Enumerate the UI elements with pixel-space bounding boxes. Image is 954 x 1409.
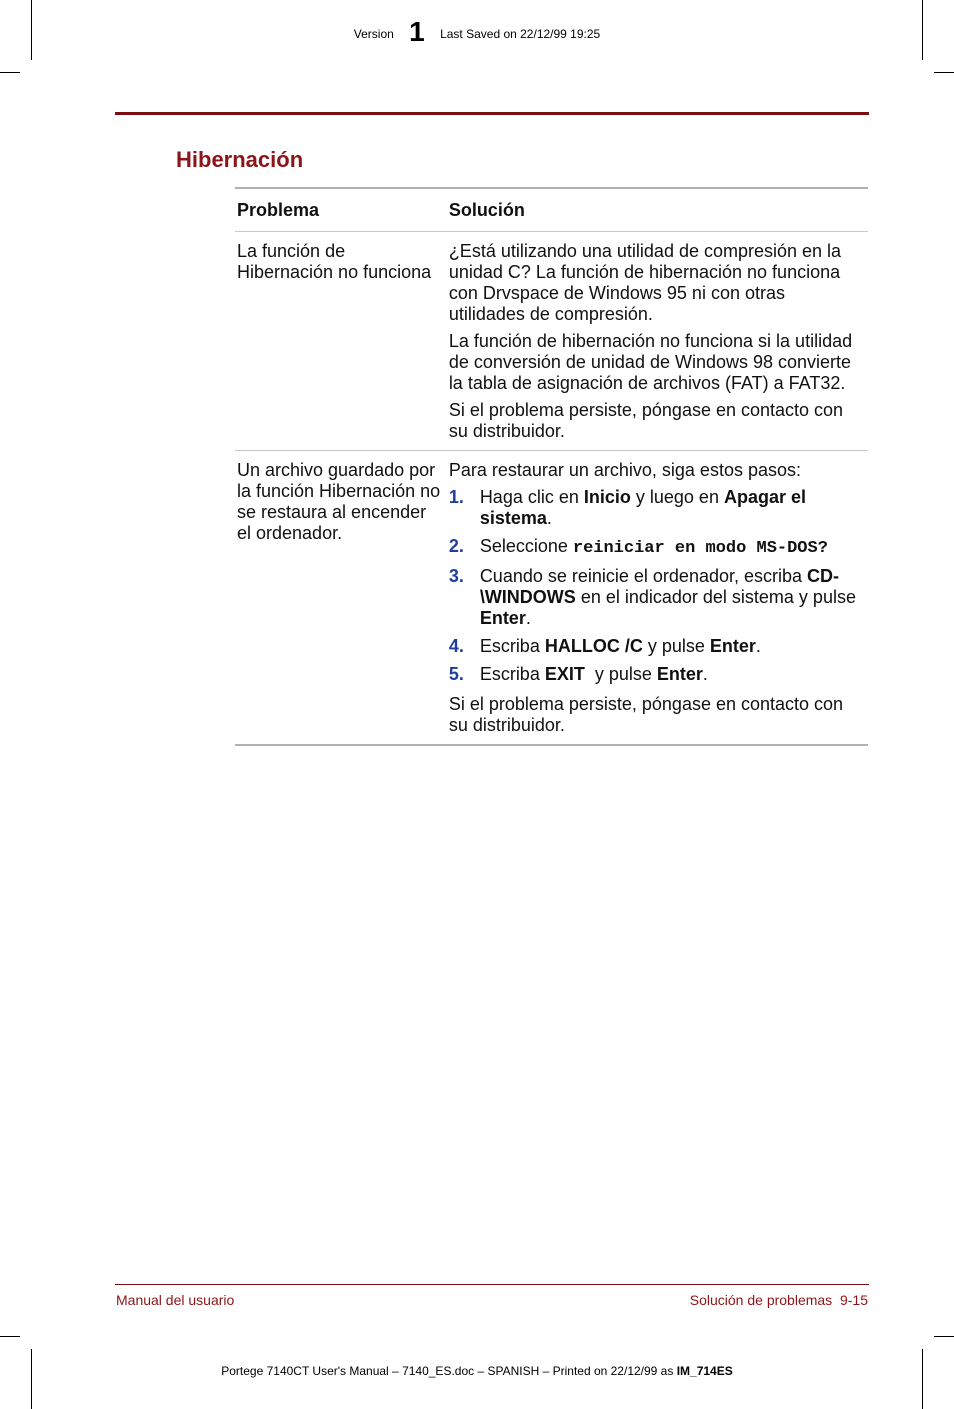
footer-page-number: Solución de problemas 9-15 [689,1292,868,1308]
step-number: 2. [448,536,464,556]
top-rule [115,112,869,115]
step-text: . [525,608,531,628]
footer-manual-title: Manual del usuario [116,1292,235,1308]
print-info [0,1364,954,1378]
step-text: Seleccione [479,536,573,556]
solution-cell [445,232,868,451]
step-number: 1. [448,487,464,507]
print-info-text: Portege 7140CT User's Manual – 7140_ES.doc – SPANISH – Printed on 22/12/99 as [221,1364,677,1378]
step-item [449,566,866,629]
step-text: y luego en [630,487,724,507]
step-keyword: Enter [709,636,756,656]
step-number: 3. [448,566,464,586]
table-row [235,451,868,746]
step-item [449,664,866,685]
footer-rule [115,1284,869,1285]
step-text: y pulse [642,636,710,656]
crop-mark [934,72,954,73]
crop-mark [31,1349,32,1409]
solution-paragraph: Si el problema persiste, póngase en contacto con su distribuidor. [448,694,844,735]
step-text: . [546,508,552,528]
step-text: Escriba [479,636,545,656]
steps-intro: Para restaurar un archivo, siga estos pasos: [448,460,801,480]
problem-cell: Un archivo guardado por la función Hibernación no se restaura al encender el ordenador. [235,451,445,746]
column-header-solution: Solución [445,188,868,232]
step-text: Cuando se reinicie el ordenador, escriba [479,566,808,586]
crop-mark [0,72,20,73]
step-item [449,536,866,559]
solution-paragraph: La función de hibernación no funciona si la utilidad de conversión de unidad de Windows 98 convierte la tabla de asignación de archivos (FAT) a FAT32. [448,331,853,393]
step-keyword: Enter [656,664,703,684]
steps-list [449,487,866,685]
step-keyword: CD-\WINDOWS [479,566,840,607]
crop-mark [922,1349,923,1409]
step-keyword: HALLOC /C [544,636,643,656]
version-label: Version [353,27,394,41]
step-text: . [702,664,708,684]
crop-mark [934,1336,954,1337]
table-header-row [235,188,868,232]
table-row [235,232,868,451]
solution-paragraph: ¿Está utilizando una utilidad de compresión en la unidad C? La función de hibernación no funciona con Drvspace de Windows 95 ni con otras utilidades de compresión. [448,241,842,324]
step-text: en el indicador del sistema y pulse [575,587,856,607]
step-keyword: Apagar el sistema [479,487,806,528]
step-item [449,636,866,657]
print-info-code: IM_714ES [676,1364,733,1378]
step-text: y pulse [584,664,657,684]
troubleshooting-table [235,187,868,746]
step-number: 4. [448,636,464,656]
step-item [449,487,866,529]
step-number: 5. [448,664,464,684]
step-keyword: Enter [479,608,526,628]
step-code: reiniciar en modo MS-DOS? [572,539,828,558]
version-number: 1 [409,16,425,47]
step-text: Haga clic en [479,487,584,507]
problem-cell: La función de Hibernación no funciona [235,232,445,451]
solution-cell [445,451,868,746]
step-keyword: Inicio [583,487,631,507]
solution-paragraph: Si el problema persiste, póngase en contacto con su distribuidor. [448,400,844,441]
version-header [0,18,954,50]
column-header-problem: Problema [235,188,445,232]
crop-mark [0,1336,20,1337]
last-saved: Last Saved on 22/12/99 19:25 [440,27,601,41]
section-title: Hibernación [176,147,304,172]
step-text: . [755,636,761,656]
step-keyword: EXIT [544,664,585,684]
step-text: Escriba [479,664,545,684]
